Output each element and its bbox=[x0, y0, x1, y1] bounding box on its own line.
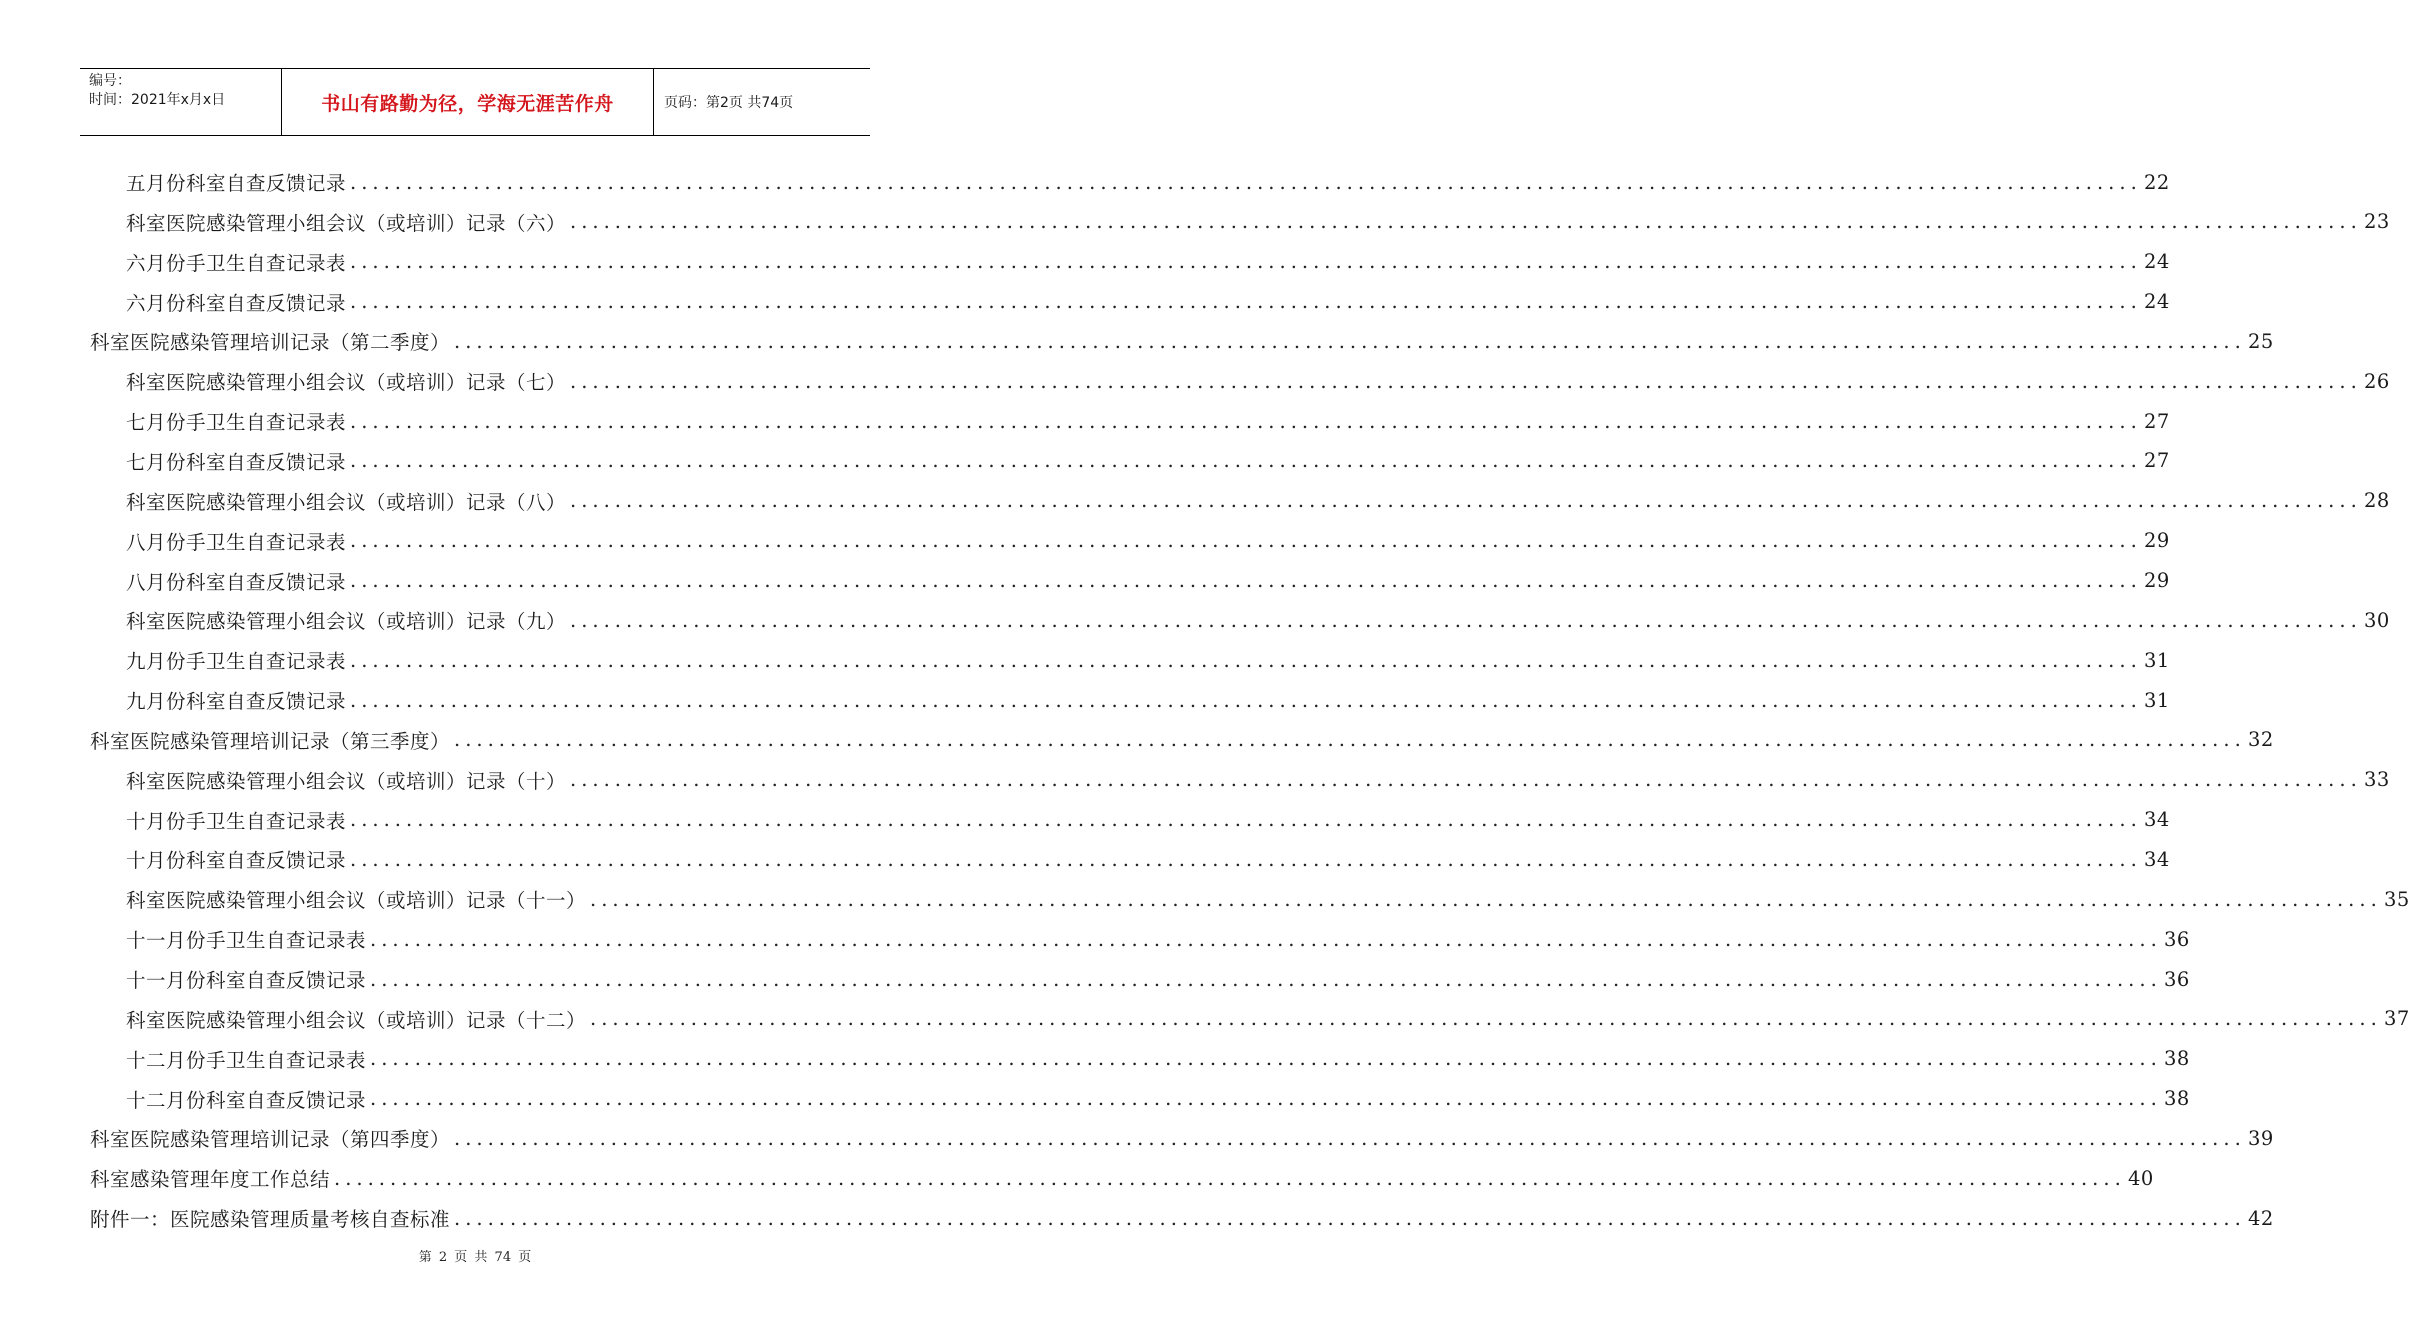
toc-dot-leader: ................................................................................................................................................................ bbox=[350, 409, 2142, 433]
toc-entry-title: 科室医院感染管理小组会议（或培训）记录（八） bbox=[126, 490, 567, 514]
toc-dot-leader: ................................................................................................................................................................ bbox=[590, 887, 2382, 911]
toc-entry[interactable] bbox=[126, 640, 2170, 680]
toc-dot-leader: ................................................................................................................................................................ bbox=[570, 608, 2362, 632]
motto-text: 书山有路勤为径，学海无涯苦作舟 bbox=[321, 92, 614, 115]
toc-entry-page: 31 bbox=[2143, 648, 2170, 672]
toc-dot-leader: ................................................................................................................................................................ bbox=[350, 847, 2142, 871]
toc-entry-page: 31 bbox=[2143, 688, 2170, 712]
toc-entry[interactable] bbox=[126, 800, 2170, 840]
toc-dot-leader: ................................................................................................................................................................ bbox=[454, 1126, 2246, 1150]
page-footer bbox=[0, 1246, 950, 1265]
toc-entry[interactable] bbox=[126, 1079, 2190, 1119]
toc-entry[interactable] bbox=[126, 999, 2410, 1039]
toc-entry[interactable] bbox=[126, 600, 2390, 640]
toc-dot-leader: ................................................................................................................................................................ bbox=[370, 967, 2162, 991]
header-motto-cell bbox=[282, 69, 654, 135]
toc-entry-title: 五月份科室自查反馈记录 bbox=[126, 172, 347, 195]
toc-entry-page: 32 bbox=[2247, 728, 2274, 752]
toc-entry-title: 科室感染管理年度工作总结 bbox=[90, 1168, 331, 1192]
toc-entry-page: 40 bbox=[2127, 1166, 2154, 1190]
toc-entry-page: 39 bbox=[2247, 1126, 2274, 1150]
toc-entry-title: 七月份手卫生自查记录表 bbox=[126, 411, 347, 435]
toc-entry[interactable] bbox=[126, 361, 2390, 401]
toc-entry-page: 24 bbox=[2143, 250, 2170, 274]
toc-entry-title: 十一月份手卫生自查记录表 bbox=[126, 929, 367, 953]
toc-entry[interactable] bbox=[90, 1118, 2274, 1158]
toc-entry-page: 29 bbox=[2143, 529, 2170, 553]
toc-entry-page: 22 bbox=[2143, 170, 2170, 194]
toc-dot-leader: ................................................................................................................................................................ bbox=[350, 250, 2142, 274]
toc-entry-title: 九月份手卫生自查记录表 bbox=[126, 650, 347, 674]
toc-entry-page: 36 bbox=[2163, 967, 2190, 991]
toc-entry-title: 十月份科室自查反馈记录 bbox=[126, 849, 347, 873]
toc-dot-leader: ................................................................................................................................................................ bbox=[350, 449, 2142, 473]
toc-dot-leader: ................................................................................................................................................................ bbox=[370, 1087, 2162, 1111]
toc-entry-title: 七月份科室自查反馈记录 bbox=[126, 450, 347, 474]
toc-entry[interactable] bbox=[126, 401, 2170, 441]
toc-entry[interactable] bbox=[126, 1039, 2190, 1079]
toc-entry-title: 十一月份科室自查反馈记录 bbox=[126, 969, 367, 992]
toc-entry-title: 科室医院感染管理小组会议（或培训）记录（十二） bbox=[126, 1008, 587, 1032]
toc-entry[interactable] bbox=[126, 839, 2170, 879]
toc-entry-title: 科室医院感染管理培训记录（第四季度） bbox=[90, 1128, 451, 1152]
toc-entry[interactable] bbox=[126, 441, 2170, 481]
toc-entry-page: 30 bbox=[2363, 608, 2390, 632]
toc-entry[interactable] bbox=[126, 959, 2190, 999]
toc-entry[interactable] bbox=[126, 680, 2170, 720]
toc-entry-title: 科室医院感染管理培训记录（第三季度） bbox=[90, 729, 451, 753]
footer-page-number: 第 2 页 共 74 页 bbox=[418, 1250, 532, 1265]
toc-entry-title: 科室医院感染管理小组会议（或培训）记录（十一） bbox=[126, 889, 587, 913]
toc-entry-title: 科室医院感染管理小组会议（或培训）记录（十） bbox=[126, 769, 567, 793]
toc-dot-leader: ................................................................................................................................................................ bbox=[350, 688, 2142, 712]
toc-entry[interactable] bbox=[126, 521, 2170, 561]
toc-entry[interactable] bbox=[90, 720, 2274, 760]
toc-entry-page: 33 bbox=[2363, 768, 2390, 792]
toc-dot-leader: ................................................................................................................................................................ bbox=[350, 529, 2142, 553]
toc-entry-page: 28 bbox=[2363, 489, 2390, 513]
toc-entry[interactable] bbox=[90, 1158, 2154, 1198]
toc-dot-leader: ................................................................................................................................................................ bbox=[350, 808, 2142, 832]
header-meta bbox=[80, 69, 282, 135]
toc-dot-leader: ................................................................................................................................................................ bbox=[334, 1166, 2126, 1190]
doc-number-label: 编号： bbox=[89, 73, 131, 89]
toc-entry[interactable] bbox=[126, 242, 2170, 282]
toc-entry-title: 六月份科室自查反馈记录 bbox=[126, 291, 347, 315]
toc-entry-title: 科室医院感染管理小组会议（或培训）记录（九） bbox=[126, 610, 567, 634]
toc-dot-leader: ................................................................................................................................................................ bbox=[370, 1047, 2162, 1071]
toc-entry-page: 35 bbox=[2383, 887, 2410, 911]
toc-entry-title: 十二月份科室自查反馈记录 bbox=[126, 1088, 367, 1112]
toc-entry-title: 八月份手卫生自查记录表 bbox=[126, 530, 347, 554]
toc-dot-leader: ................................................................................................................................................................ bbox=[370, 927, 2162, 951]
time-label: 时间：2021年x月x日 bbox=[89, 92, 226, 108]
toc-entry-title: 科室医院感染管理小组会议（或培训）记录（六） bbox=[126, 211, 567, 235]
toc-entry-title: 科室医院感染管理小组会议（或培训）记录（七） bbox=[126, 371, 567, 395]
toc-entry-page: 37 bbox=[2383, 1007, 2410, 1031]
toc-entry-page: 34 bbox=[2143, 847, 2170, 871]
toc-entry-page: 26 bbox=[2363, 369, 2390, 393]
toc-dot-leader: ................................................................................................................................................................ bbox=[350, 290, 2142, 314]
toc-dot-leader: ................................................................................................................................................................ bbox=[570, 210, 2362, 234]
toc-entry[interactable] bbox=[126, 162, 2170, 202]
toc-entry-page: 27 bbox=[2143, 409, 2170, 433]
toc-entry-title: 附件一：医院感染管理质量考核自查标准 bbox=[90, 1208, 451, 1232]
toc-dot-leader: ................................................................................................................................................................ bbox=[570, 489, 2362, 513]
toc-entry-title: 六月份手卫生自查记录表 bbox=[126, 251, 347, 275]
toc-dot-leader: ................................................................................................................................................................ bbox=[570, 768, 2362, 792]
page-header bbox=[80, 68, 870, 136]
toc-entry[interactable] bbox=[126, 282, 2170, 322]
toc-entry-page: 23 bbox=[2363, 210, 2390, 234]
toc-dot-leader: ................................................................................................................................................................ bbox=[570, 369, 2362, 393]
header-page-info bbox=[654, 69, 870, 135]
toc-dot-leader: ................................................................................................................................................................ bbox=[454, 728, 2246, 752]
toc-entry[interactable] bbox=[126, 760, 2390, 800]
toc-dot-leader: ................................................................................................................................................................ bbox=[454, 329, 2246, 353]
toc-entry-page: 34 bbox=[2143, 808, 2170, 832]
toc-entry[interactable] bbox=[90, 321, 2274, 361]
toc-entry-title: 科室医院感染管理培训记录（第二季度） bbox=[90, 331, 451, 355]
toc-entry[interactable] bbox=[126, 202, 2390, 242]
toc-dot-leader: ................................................................................................................................................................ bbox=[454, 1206, 2246, 1230]
toc-entry-title: 八月份科室自查反馈记录 bbox=[126, 570, 347, 594]
toc-entry-page: 27 bbox=[2143, 449, 2170, 473]
toc-entry-title: 十月份手卫生自查记录表 bbox=[126, 809, 347, 833]
toc-dot-leader: ................................................................................................................................................................ bbox=[590, 1007, 2382, 1031]
toc-entry-page: 29 bbox=[2143, 569, 2170, 592]
toc-entry-page: 25 bbox=[2247, 329, 2274, 353]
toc-entry-page: 24 bbox=[2143, 290, 2170, 314]
toc-dot-leader: ................................................................................................................................................................ bbox=[350, 569, 2142, 592]
toc-entry[interactable] bbox=[126, 879, 2410, 919]
toc-entry[interactable] bbox=[126, 481, 2390, 521]
toc-dot-leader: ................................................................................................................................................................ bbox=[350, 648, 2142, 672]
toc-entry-page: 42 bbox=[2247, 1206, 2274, 1230]
toc-entry[interactable] bbox=[126, 919, 2190, 959]
toc-entry-title: 九月份科室自查反馈记录 bbox=[126, 690, 347, 714]
toc-entry[interactable] bbox=[90, 1198, 2274, 1238]
page-info-text: 页码：第2页 共74页 bbox=[664, 95, 794, 111]
toc-entry-title: 十二月份手卫生自查记录表 bbox=[126, 1048, 367, 1072]
toc-entry-page: 38 bbox=[2163, 1087, 2190, 1111]
toc-dot-leader: ................................................................................................................................................................ bbox=[350, 170, 2142, 194]
toc-entry[interactable] bbox=[126, 561, 2170, 601]
toc-entry-page: 36 bbox=[2163, 927, 2190, 951]
toc-entry-page: 38 bbox=[2163, 1047, 2190, 1071]
